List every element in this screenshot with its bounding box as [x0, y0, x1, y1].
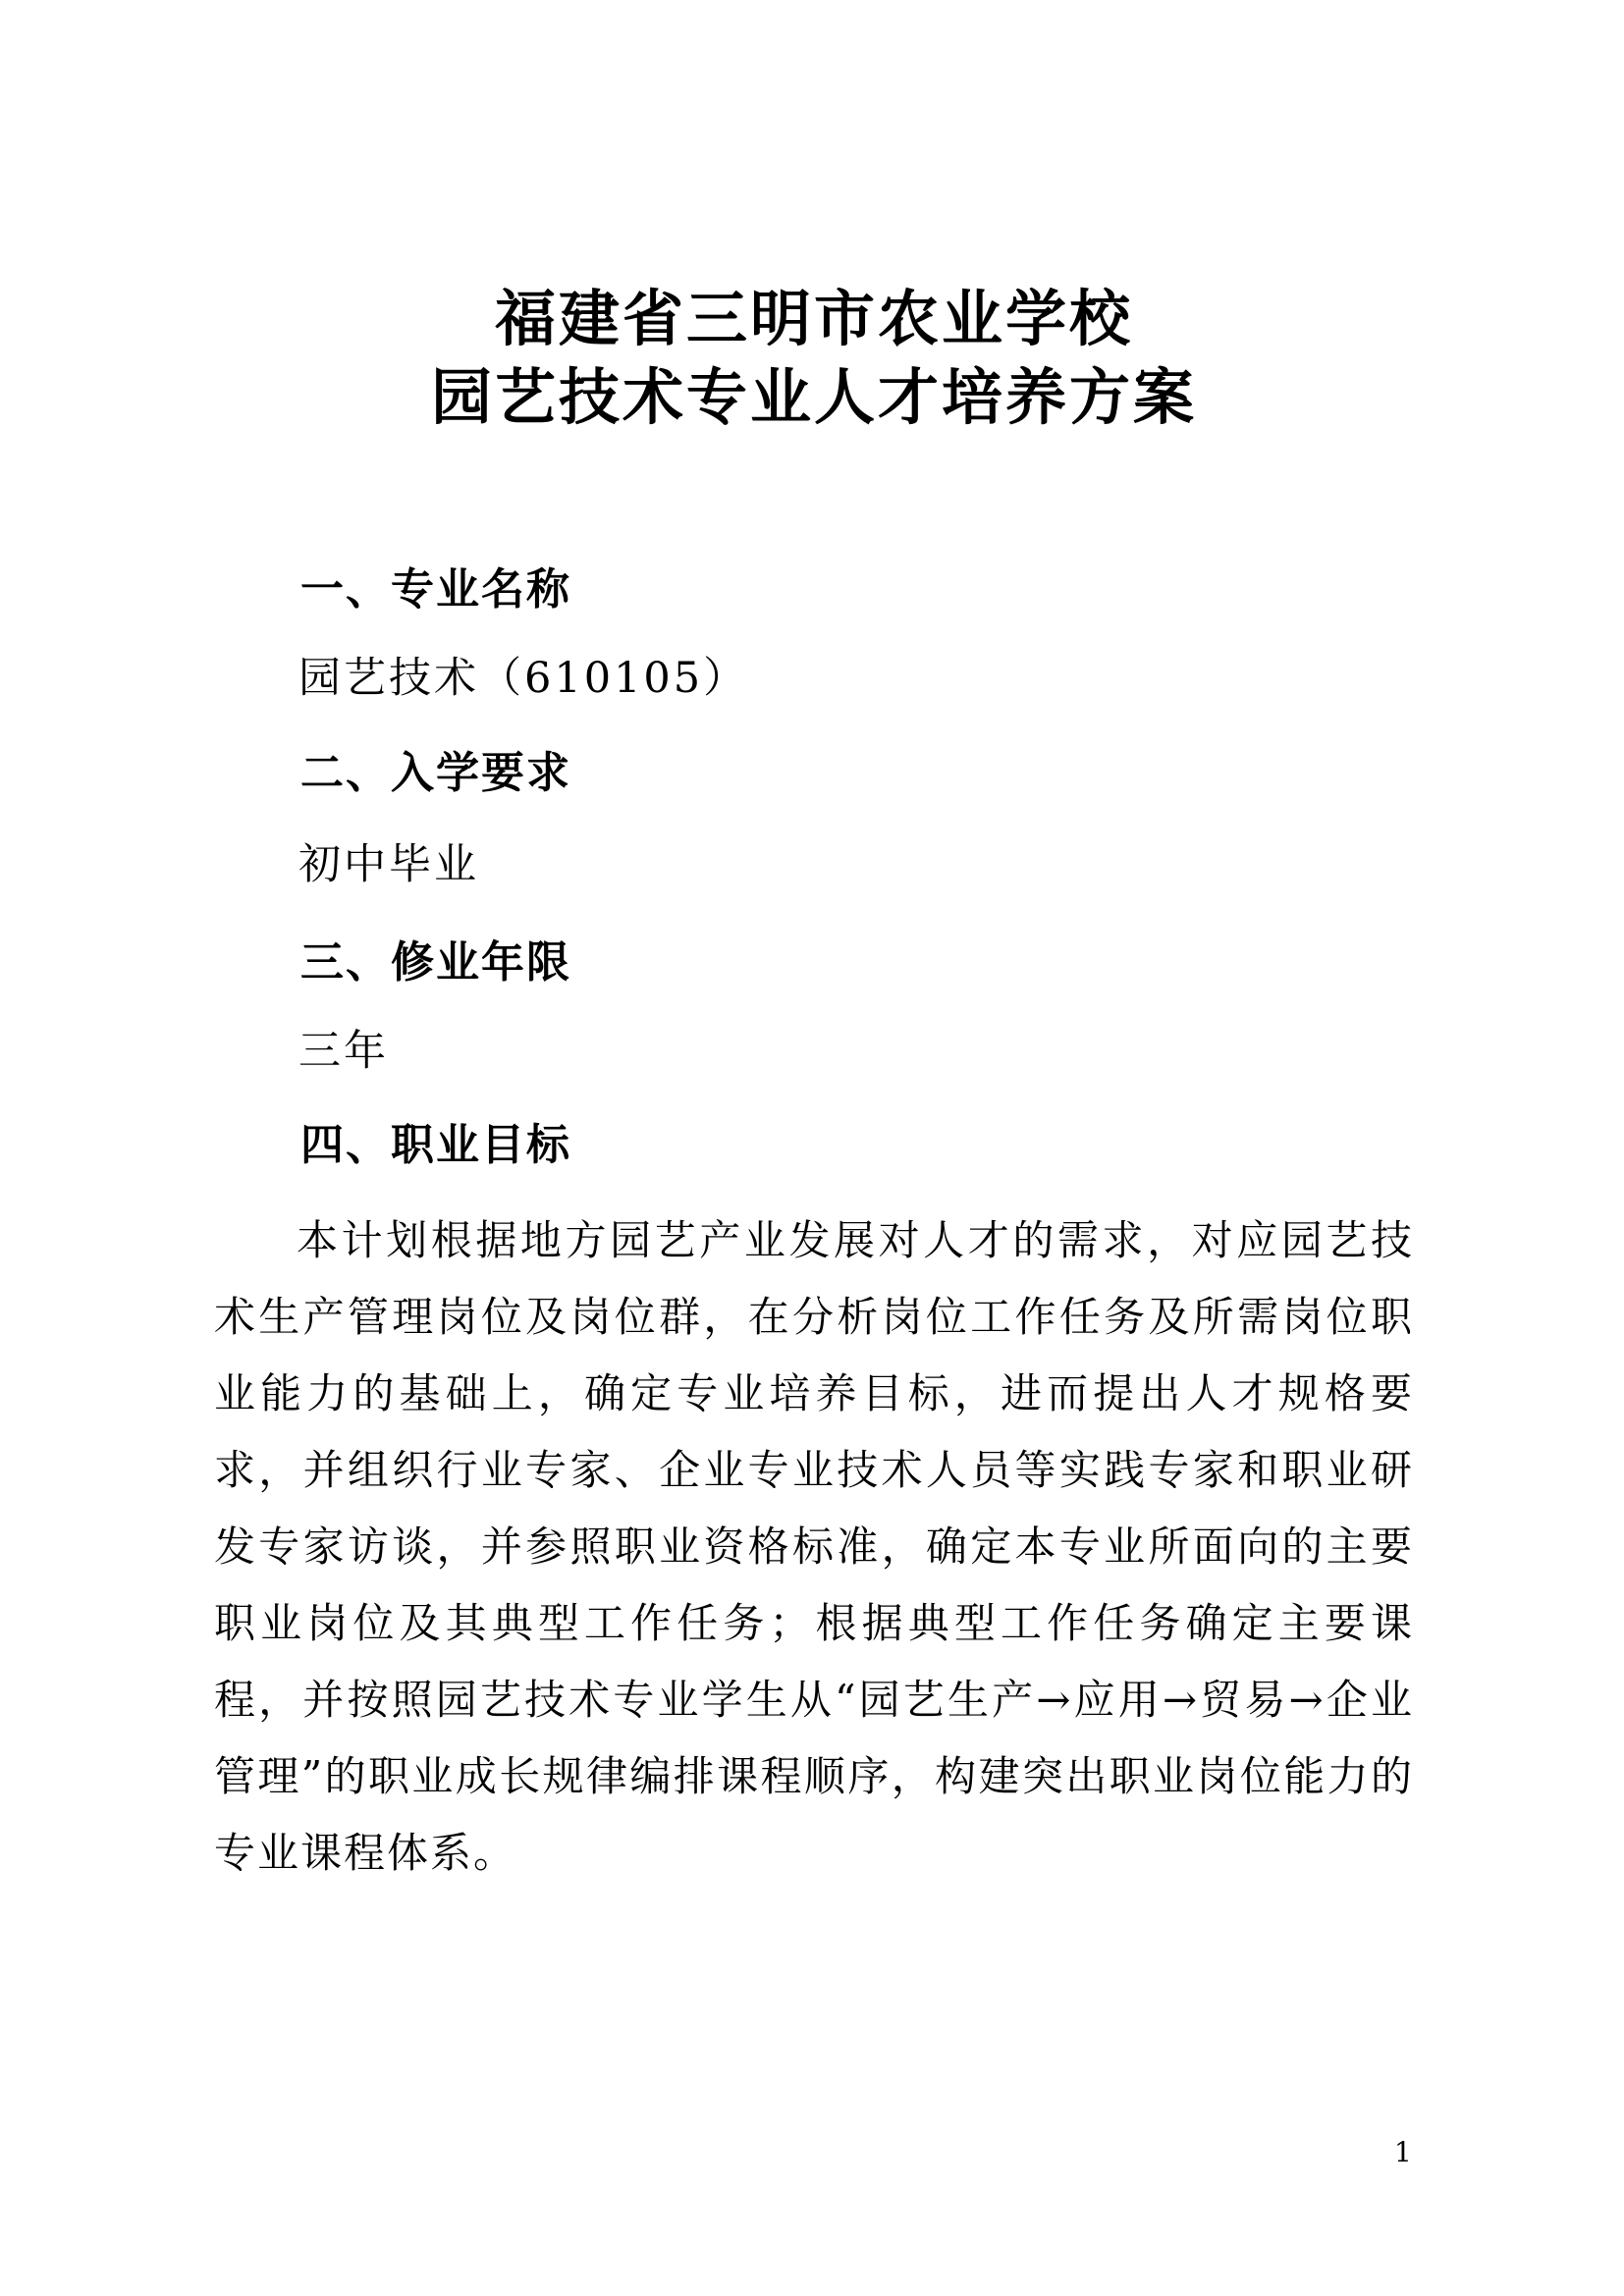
document-title: [214, 280, 1414, 437]
section-heading-entry-requirement: 二、入学要求: [300, 748, 571, 798]
section-body-career-goal: 本计划根据地方园艺产业发展对人才的需求，对应园艺技术生产管理岗位及岗位群，在分析岗位工作任务及所需岗位职业能力的基础上，确定专业培养目标，进而提出人才规格要求，并组织行业专家、企业专业技术人员等实践专家和职业研发专家访谈，并参照职业资格标准，确定本专业所面向的主要职业岗位及其典型工作任务；根据典型工作任务确定主要课程，并按照园艺技术专业学生从“园艺生产→应用→贸易→企业管理”的职业成长规律编排课程顺序，构建突出职业岗位能力的专业课程体系。: [214, 1216, 1414, 1877]
section-body-entry-requirement: 初中毕业: [298, 840, 479, 889]
section-body-major-name: 园艺技术（610105）: [298, 654, 749, 703]
section-heading-career-goal: 四、职业目标: [300, 1120, 571, 1170]
title-line-1: 福建省三明市农业学校: [494, 283, 1133, 354]
title-line-2: 园艺技术专业人才培养方案: [430, 361, 1197, 433]
section-heading-major-name: 一、专业名称: [300, 564, 571, 614]
page-number: 1: [1394, 2136, 1412, 2168]
section-body-study-duration: 三年: [298, 1027, 389, 1076]
section-heading-study-duration: 三、修业年限: [300, 937, 571, 988]
